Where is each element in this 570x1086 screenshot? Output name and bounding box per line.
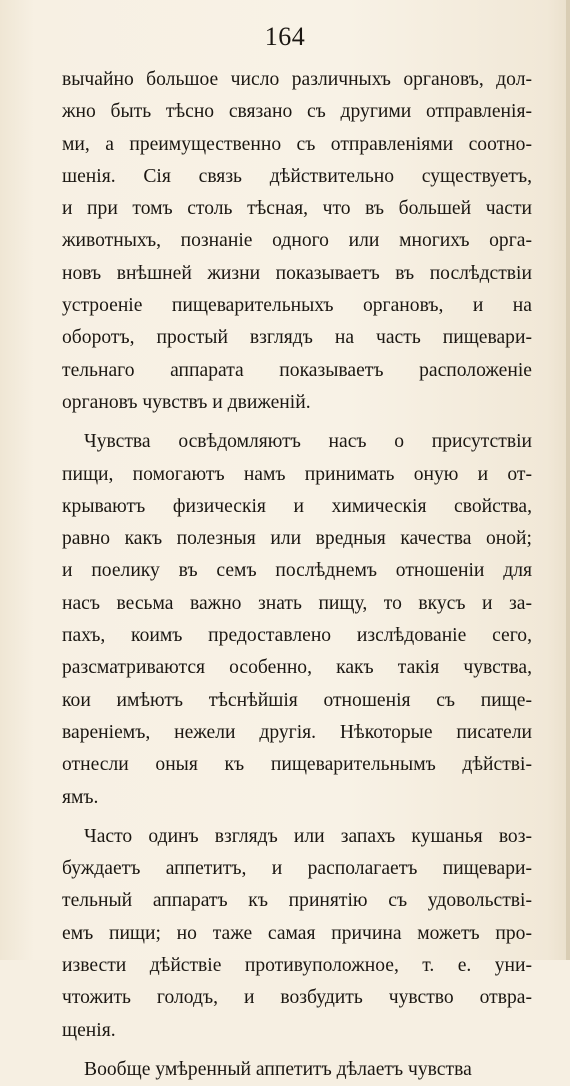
text-line: щенія. <box>62 1019 116 1041</box>
text-line: и при томъ столь тѣсная, что въ большей части <box>62 198 532 220</box>
page-number: 164 <box>264 22 306 51</box>
body-text <box>62 64 532 1086</box>
paragraph <box>62 821 532 1047</box>
text-line: чтожить голодъ, и возбудить чувство отвра- <box>62 987 532 1009</box>
text-line: органовъ чувствъ и движеній. <box>62 391 311 413</box>
text-line: Чувства освѣдомляютъ насъ о присутствіи <box>84 431 532 453</box>
text-line: буждаетъ аппетитъ, и располагаетъ пищевари- <box>62 858 532 880</box>
text-line: новъ внѣшней жизни показываетъ въ послѣдствіи <box>62 262 532 284</box>
text-line: разсматриваются особенно, какъ такія чувства, <box>62 657 532 679</box>
text-line: пищи, помогаютъ намъ принимать оную и от- <box>62 463 532 485</box>
page-edge <box>566 0 570 960</box>
text-line: насъ весьма важно знать пищу, то вкусъ и за- <box>62 592 532 614</box>
text-line: Вообще умѣренный аппетитъ дѣлаетъ чувства <box>84 1058 472 1080</box>
text-line: кои имѣютъ тѣснѣйшія отношенія съ пище- <box>62 689 532 711</box>
text-line: устроеніе пищеварительныхъ органовъ, и на <box>62 295 532 317</box>
text-line: тельнаго аппарата показываетъ расположеніе <box>62 359 532 381</box>
text-line: животныхъ, познаніе одного или многихъ орга- <box>62 230 532 252</box>
text-line: вареніемъ, нежели другія. Нѣкоторые писатели <box>62 721 532 743</box>
text-line: емъ пищи; но таже самая причина можетъ про- <box>62 922 532 944</box>
text-line: ми, а преимущественно съ отправленіями соотно- <box>62 133 532 155</box>
text-line: равно какъ полезныя или вредныя качества оной; <box>62 528 532 550</box>
text-line: извести дѣйствіе противуположное, т. е. уни- <box>62 955 532 977</box>
text-line: шенія. Сія связь дѣйствительно существуетъ, <box>62 165 532 187</box>
text-line: отнесли оныя къ пищеварительнымъ дѣйствi- <box>62 754 532 776</box>
paragraph <box>62 1054 532 1086</box>
text-line: крываютъ физическія и химическія свойства, <box>62 495 532 517</box>
text-line: пахъ, коимъ предоставлено изслѣдованіе сего, <box>62 625 532 647</box>
text-line: и поелику въ семъ послѣднемъ отношеніи для <box>62 560 532 582</box>
text-line: ямъ. <box>62 786 99 808</box>
text-line: вычайно большое число различныхъ органовъ, дол- <box>62 69 532 90</box>
paragraph <box>62 64 532 419</box>
paragraph <box>62 426 532 814</box>
text-line: оборотъ, простый взглядъ на часть пищевари- <box>62 327 532 349</box>
text-line: жно быть тѣсно связано съ другими отправленія- <box>62 101 532 123</box>
text-line: тельный аппаратъ къ принятію съ удовольствi- <box>62 890 532 912</box>
text-line: Часто одинъ взглядъ или запахъ кушанья воз- <box>84 825 532 847</box>
